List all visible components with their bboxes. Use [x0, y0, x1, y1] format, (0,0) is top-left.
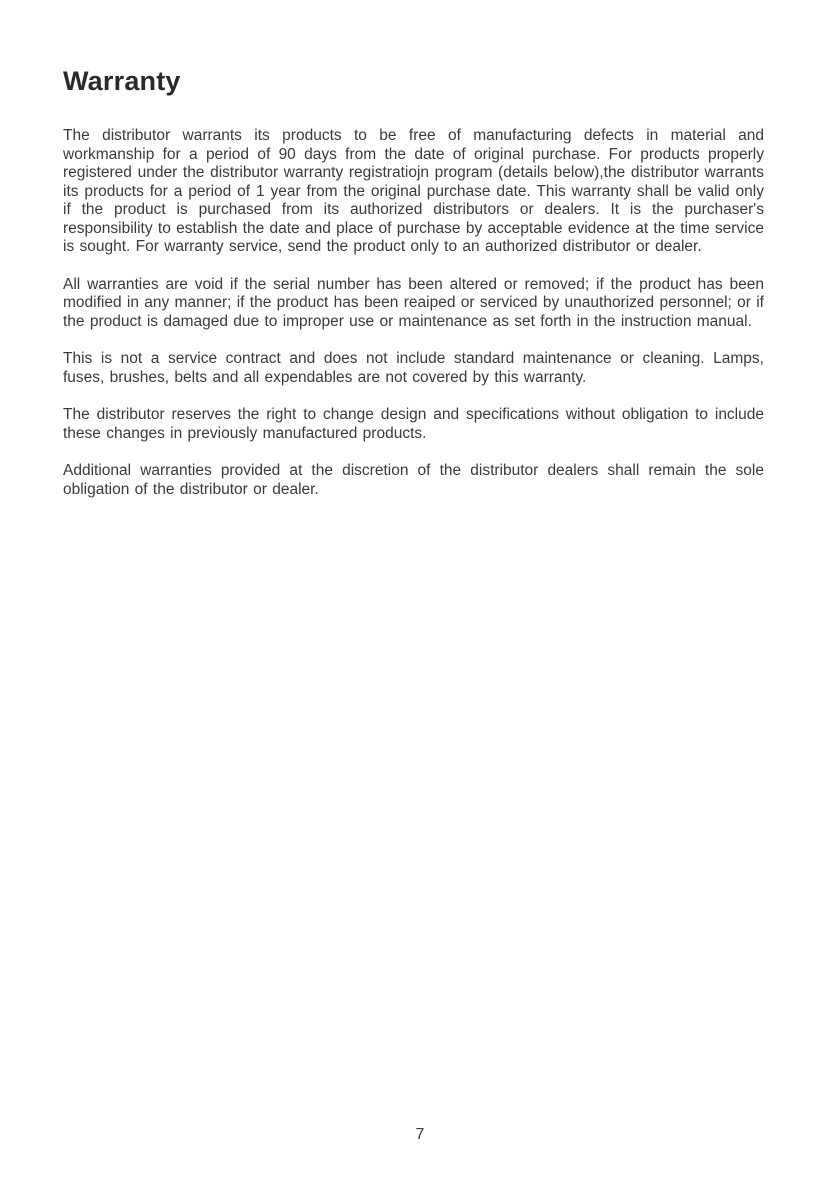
page-content	[63, 66, 764, 518]
warranty-paragraph-1: The distributor warrants its products to be free of manufacturing defects in material and workmanship for a period of 90 days from the date of original purchase. For products properly registered under the distributor warranty registratiojn program (details below),the distributor warrants its products for a period of 1 year from the original purchase date. This warranty shall be valid only if the product is purchased from its authorized distributors or dealers. It is the purchaser's responsibility to establish the date and place of purchase by acceptable evidence at the time service is sought. For warranty service, send the product only to an authorized distributor or dealer.	[63, 127, 764, 255]
warranty-paragraph-2: All warranties are void if the serial number has been altered or removed; if the product has been modified in any manner; if the product has been reaiped or serviced by unauthorized personnel; or if the product is damaged due to improper use or maintenance as set forth in the instruction manual.	[63, 275, 764, 330]
warranty-paragraph-4: The distributor reserves the right to change design and specifications without obligation to include these changes in previously manufactured products.	[63, 406, 764, 442]
page-number: 7	[415, 1126, 425, 1143]
warranty-paragraph-3: This is not a service contract and does not include standard maintenance or cleaning. Lamps, fuses, brushes, belts and all expendables are not covered by this warranty.	[63, 350, 764, 386]
page-title: Warranty	[63, 66, 181, 96]
warranty-paragraph-5: Additional warranties provided at the discretion of the distributor dealers shall remain the sole obligation of the distributor or dealer.	[63, 462, 764, 498]
